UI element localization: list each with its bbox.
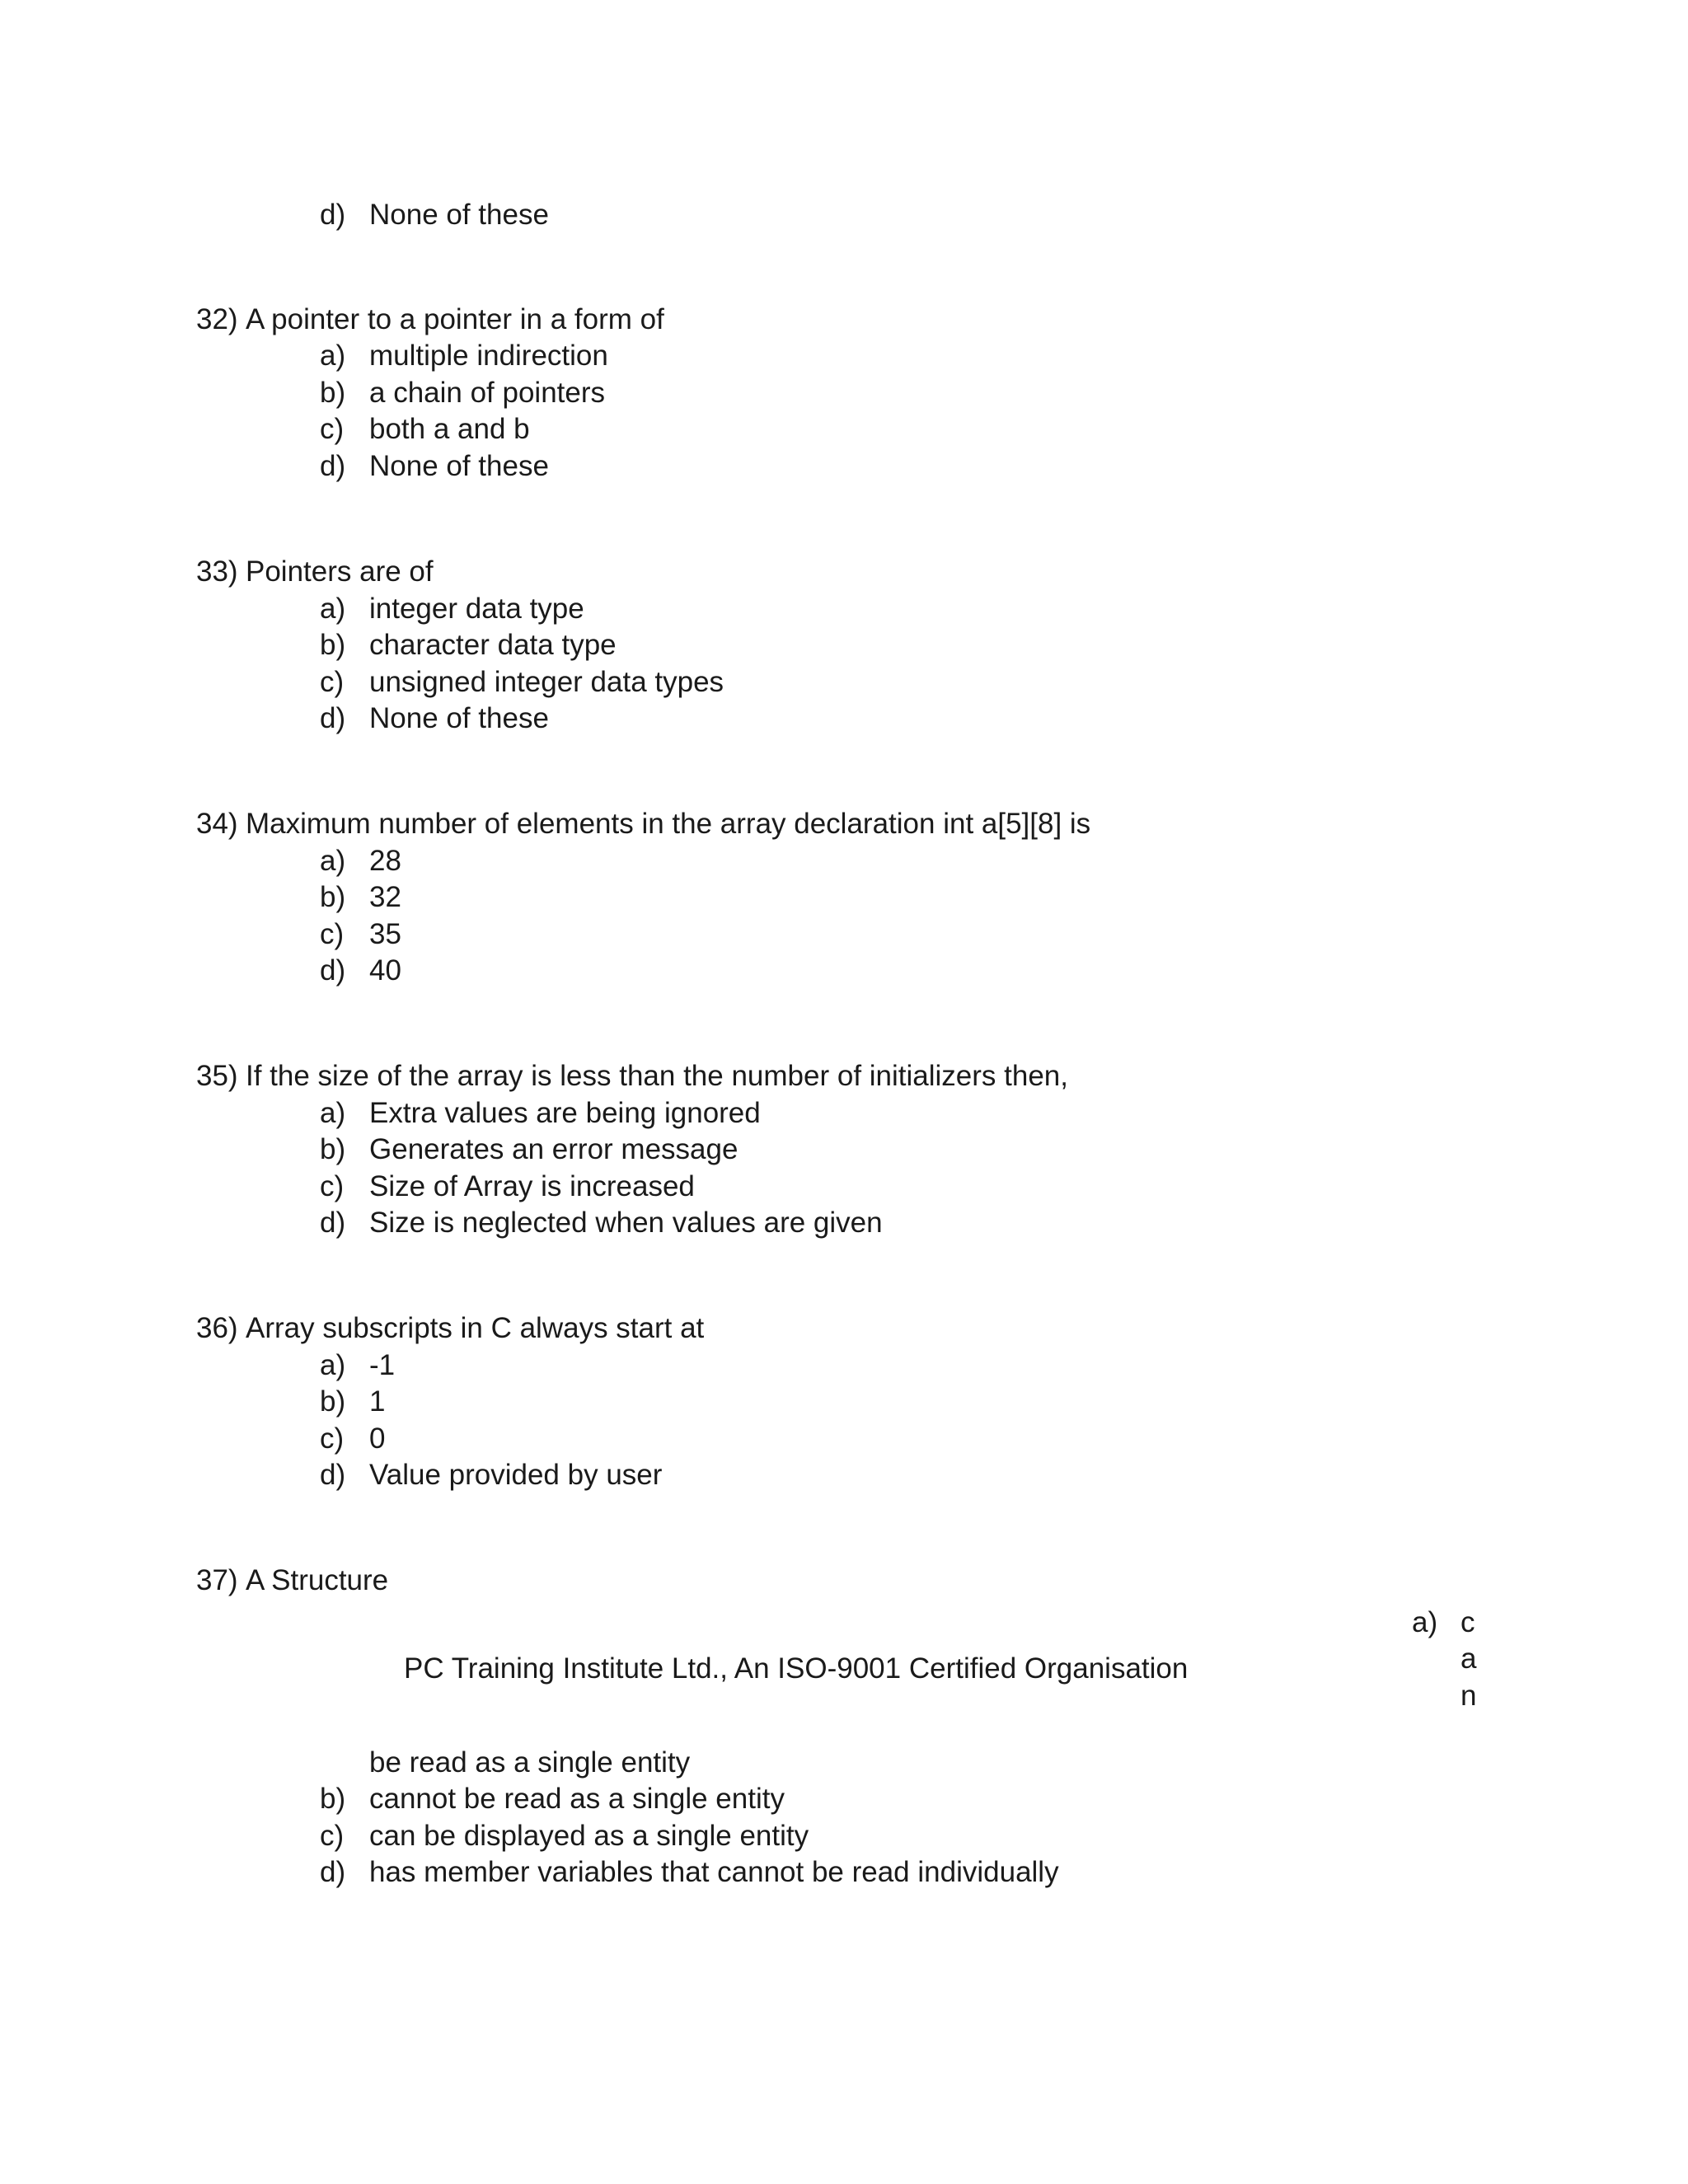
- option-label: c): [320, 1422, 345, 1455]
- option-text: Size of Array is increased: [369, 1170, 695, 1202]
- option-text: both a and b: [369, 413, 530, 445]
- question-number: 33): [196, 555, 238, 588]
- option-text: Value provided by user: [369, 1459, 663, 1491]
- option-text: Generates an error message: [369, 1133, 738, 1165]
- option-text: character data type: [369, 629, 617, 661]
- option-text: Size is neglected when values are given: [369, 1207, 883, 1239]
- option-text: unsigned integer data types: [369, 666, 724, 698]
- question-text: A Structure: [246, 1564, 389, 1596]
- option-text: integer data type: [369, 593, 584, 625]
- option-label: d): [320, 450, 346, 482]
- stray-option-label: a): [1412, 1606, 1438, 1638]
- option-text: 32: [369, 881, 401, 913]
- question-text: Pointers are of: [246, 555, 434, 588]
- option-label: d): [320, 1207, 346, 1239]
- option-label: a): [320, 593, 346, 625]
- option-text: can be displayed as a single entity: [369, 1820, 809, 1852]
- option-label: b): [320, 629, 346, 661]
- option-label: c): [320, 1820, 345, 1852]
- option-label: d): [320, 1459, 346, 1491]
- stray-option-char: n: [1461, 1680, 1477, 1712]
- option-label: d): [320, 954, 346, 987]
- option-text: None of these: [369, 199, 549, 231]
- option-label: a): [320, 845, 346, 877]
- question-text: Array subscripts in C always start at: [246, 1312, 705, 1344]
- question-number: 32): [196, 303, 238, 335]
- option-text: None of these: [369, 450, 549, 482]
- option-label: a): [320, 340, 346, 372]
- option-text: multiple indirection: [369, 340, 608, 372]
- stray-option-char: c: [1461, 1606, 1475, 1638]
- option-label: b): [320, 881, 346, 913]
- option-text: None of these: [369, 702, 549, 734]
- option-label: a): [320, 1349, 346, 1381]
- option-label: d): [320, 702, 346, 734]
- option-text: -1: [369, 1349, 396, 1381]
- option-label: c): [320, 666, 345, 698]
- option-text: cannot be read as a single entity: [369, 1783, 785, 1815]
- option-label: d): [320, 1856, 346, 1888]
- option-label: c): [320, 1170, 345, 1202]
- option-text: be read as a single entity: [369, 1746, 691, 1779]
- option-text: has member variables that cannot be read individually: [369, 1856, 1059, 1888]
- option-label: c): [320, 413, 345, 445]
- page-footer: PC Training Institute Ltd., An ISO-9001 Certified Organisation: [404, 1652, 1189, 1685]
- option-text: 1: [369, 1385, 386, 1418]
- option-text: 0: [369, 1422, 386, 1455]
- option-text: a chain of pointers: [369, 377, 606, 409]
- option-text: Extra values are being ignored: [369, 1097, 761, 1129]
- question-number: 36): [196, 1312, 238, 1344]
- option-label: b): [320, 1133, 346, 1165]
- question-text: A pointer to a pointer in a form of: [246, 303, 664, 335]
- option-label: d): [320, 199, 346, 231]
- option-text: 35: [369, 918, 401, 950]
- question-number: 35): [196, 1060, 238, 1092]
- stray-option-char: a: [1461, 1643, 1477, 1675]
- question-text: Maximum number of elements in the array declaration int a[5][8] is: [246, 808, 1091, 840]
- option-label: c): [320, 918, 345, 950]
- option-label: b): [320, 1385, 346, 1418]
- option-text: 28: [369, 845, 401, 877]
- option-label: a): [320, 1097, 346, 1129]
- question-number: 37): [196, 1564, 238, 1596]
- question-number: 34): [196, 808, 238, 840]
- option-label: b): [320, 1783, 346, 1815]
- question-text: If the size of the array is less than the number of initializers then,: [246, 1060, 1068, 1092]
- option-label: b): [320, 377, 346, 409]
- option-text: 40: [369, 954, 401, 987]
